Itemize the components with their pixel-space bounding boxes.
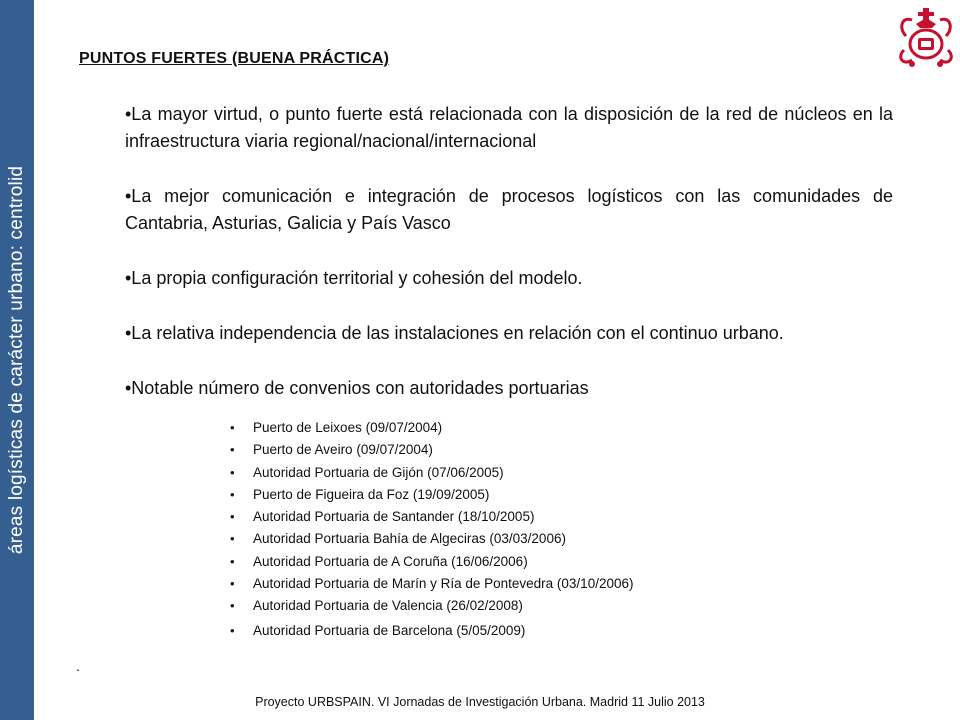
agreement-item: • Autoridad Portuaria Bahía de Algeciras (03/03/2006): [230, 528, 633, 550]
sidebar-title: áreas logísticas de carácter urbano: centrolid: [6, 165, 27, 555]
bullet-icon: •: [230, 486, 235, 502]
agreement-item: • Puerto de Aveiro (09/07/2004): [230, 439, 633, 461]
strengths-list: [125, 101, 893, 402]
agreement-item: • Autoridad Portuaria de Valencia (26/02/2008): [230, 595, 633, 617]
strength-item: •La mejor comunicación e integración de procesos logísticos con las comunidades de Cantabria, Asturias, Galicia y País Vasco: [125, 186, 893, 233]
bullet-icon: •: [230, 509, 235, 525]
page-heading: PUNTOS FUERTES (BUENA PRÁCTICA): [79, 50, 390, 67]
bullet-icon: •: [230, 598, 235, 614]
bullet-icon: •: [230, 442, 235, 458]
port-agreements-list: [230, 417, 633, 643]
bullet-icon: •: [230, 531, 235, 547]
university-crest-logo: [896, 6, 956, 70]
agreement-item: • Autoridad Portuaria de A Coruña (16/06/2006): [230, 551, 633, 573]
agreement-item: • Autoridad Portuaria de Barcelona (5/05/2009): [230, 618, 633, 643]
agreement-item: • Autoridad Portuaria de Santander (18/10/2005): [230, 506, 633, 528]
agreement-item: • Puerto de Leixoes (09/07/2004): [230, 417, 633, 439]
bullet-icon: •: [230, 576, 235, 592]
agreement-item: • Puerto de Figueira da Foz (19/09/2005): [230, 484, 633, 506]
bullet-icon: •: [230, 464, 235, 480]
footer-caption: Proyecto URBSPAIN. VI Jornadas de Investigación Urbana. Madrid 11 Julio 2013: [255, 695, 705, 709]
agreement-item: • Autoridad Portuaria de Gijón (07/06/2005): [230, 462, 633, 484]
strength-item: •La mayor virtud, o punto fuerte está relacionada con la disposición de la red de núcleos en la infraestructura viaria regional/nacional/internacional: [125, 104, 893, 151]
strength-item: •La relativa independencia de las instalaciones en relación con el continuo urbano.: [125, 323, 784, 343]
sidebar-band: [0, 0, 34, 720]
stray-period: .: [76, 658, 80, 674]
bullet-icon: •: [230, 420, 235, 435]
strength-item: •Notable número de convenios con autoridades portuarias: [125, 378, 589, 398]
agreement-item: • Autoridad Portuaria de Marín y Ría de Pontevedra (03/10/2006): [230, 573, 633, 595]
strength-item: •La propia configuración territorial y cohesión del modelo.: [125, 268, 583, 288]
bullet-icon: •: [230, 622, 235, 638]
bullet-icon: •: [230, 553, 235, 569]
